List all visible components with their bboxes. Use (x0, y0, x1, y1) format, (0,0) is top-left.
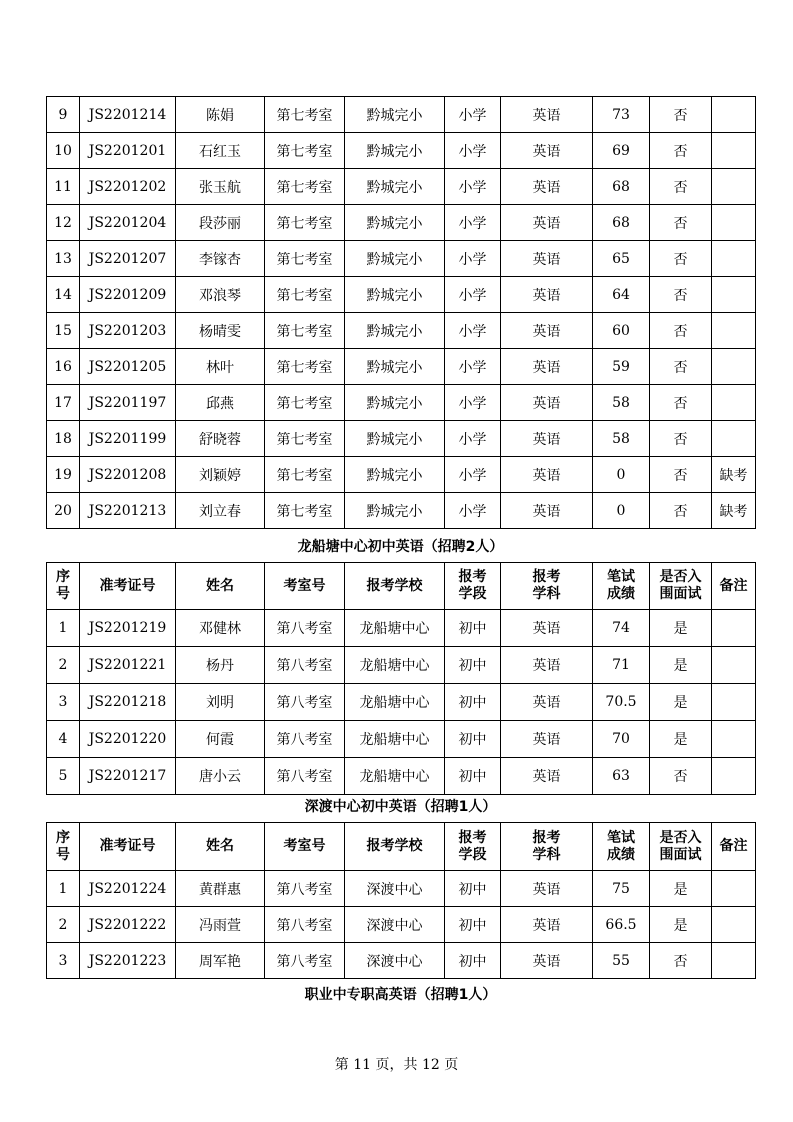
header-subject: 报考 学科 (501, 823, 593, 871)
table-body (47, 871, 756, 979)
score-cell: 64 (593, 277, 650, 313)
table-row (47, 721, 756, 758)
interview-cell: 否 (650, 241, 712, 277)
seq-cell: 12 (47, 205, 80, 241)
remarks-cell (712, 610, 756, 647)
exam-id-cell: JS2201224 (80, 871, 176, 907)
score-cell: 68 (593, 169, 650, 205)
subject-cell: 英语 (501, 349, 593, 385)
school-cell: 黔城完小 (345, 493, 445, 529)
room-cell: 第七考室 (265, 313, 345, 349)
seq-cell: 13 (47, 241, 80, 277)
interview-cell: 是 (650, 721, 712, 758)
seq-cell: 16 (47, 349, 80, 385)
interview-cell: 否 (650, 457, 712, 493)
subject-cell: 英语 (501, 943, 593, 979)
header-room: 考室号 (265, 563, 345, 610)
interview-cell: 否 (650, 421, 712, 457)
results-table-continued (46, 96, 756, 529)
school-cell: 黔城完小 (345, 457, 445, 493)
remarks-cell (712, 349, 756, 385)
seq-cell: 2 (47, 647, 80, 684)
subject-cell: 英语 (501, 277, 593, 313)
room-cell: 第八考室 (265, 907, 345, 943)
interview-cell: 否 (650, 493, 712, 529)
table-row (47, 943, 756, 979)
table-row (47, 169, 756, 205)
score-cell: 73 (593, 97, 650, 133)
room-cell: 第八考室 (265, 647, 345, 684)
school-cell: 龙船塘中心 (345, 647, 445, 684)
score-cell: 0 (593, 457, 650, 493)
table-row (47, 277, 756, 313)
subject-cell: 英语 (501, 133, 593, 169)
table-row (47, 241, 756, 277)
score-cell: 70 (593, 721, 650, 758)
name-cell: 邓健林 (176, 610, 265, 647)
remarks-cell (712, 241, 756, 277)
seq-cell: 14 (47, 277, 80, 313)
table-row (47, 871, 756, 907)
table-header-row (47, 563, 756, 610)
name-cell: 李镓杏 (176, 241, 265, 277)
interview-cell: 否 (650, 943, 712, 979)
school-cell: 黔城完小 (345, 169, 445, 205)
subject-cell: 英语 (501, 457, 593, 493)
exam-id-cell: JS2201221 (80, 647, 176, 684)
header-remarks: 备注 (712, 823, 756, 871)
subject-cell: 英语 (501, 647, 593, 684)
section-title-longchuantang: 龙船塘中心初中英语（招聘2人） (297, 539, 504, 555)
header-interview: 是否入 围面试 (650, 563, 712, 610)
name-cell: 何霞 (176, 721, 265, 758)
interview-cell: 是 (650, 907, 712, 943)
stage-cell: 初中 (445, 871, 501, 907)
room-cell: 第七考室 (265, 385, 345, 421)
remarks-cell (712, 169, 756, 205)
score-cell: 58 (593, 385, 650, 421)
header-subject: 报考 学科 (501, 563, 593, 610)
name-cell: 邓浪琴 (176, 277, 265, 313)
stage-cell: 初中 (445, 943, 501, 979)
remarks-cell (712, 133, 756, 169)
stage-cell: 初中 (445, 684, 501, 721)
score-cell: 71 (593, 647, 650, 684)
remarks-cell (712, 277, 756, 313)
header-room: 考室号 (265, 823, 345, 871)
stage-cell: 小学 (445, 421, 501, 457)
header-remarks: 备注 (712, 563, 756, 610)
score-cell: 70.5 (593, 684, 650, 721)
seq-cell: 3 (47, 943, 80, 979)
subject-cell: 英语 (501, 97, 593, 133)
name-cell: 杨丹 (176, 647, 265, 684)
exam-id-cell: JS2201219 (80, 610, 176, 647)
name-cell: 段莎丽 (176, 205, 265, 241)
table-row (47, 684, 756, 721)
stage-cell: 初中 (445, 758, 501, 795)
school-cell: 龙船塘中心 (345, 721, 445, 758)
seq-cell: 5 (47, 758, 80, 795)
table-row (47, 421, 756, 457)
score-cell: 74 (593, 610, 650, 647)
room-cell: 第七考室 (265, 241, 345, 277)
room-cell: 第七考室 (265, 493, 345, 529)
interview-cell: 是 (650, 647, 712, 684)
school-cell: 深渡中心 (345, 943, 445, 979)
school-cell: 黔城完小 (345, 277, 445, 313)
table-row (47, 349, 756, 385)
room-cell: 第八考室 (265, 871, 345, 907)
room-cell: 第七考室 (265, 349, 345, 385)
name-cell: 邱燕 (176, 385, 265, 421)
room-cell: 第七考室 (265, 457, 345, 493)
name-cell: 刘颖婷 (176, 457, 265, 493)
subject-cell: 英语 (501, 205, 593, 241)
remarks-cell (712, 758, 756, 795)
score-cell: 66.5 (593, 907, 650, 943)
school-cell: 黔城完小 (345, 205, 445, 241)
name-cell: 陈娟 (176, 97, 265, 133)
room-cell: 第八考室 (265, 721, 345, 758)
exam-id-cell: JS2201199 (80, 421, 176, 457)
stage-cell: 小学 (445, 457, 501, 493)
score-cell: 65 (593, 241, 650, 277)
results-table-shendu (46, 822, 756, 979)
subject-cell: 英语 (501, 241, 593, 277)
score-cell: 58 (593, 421, 650, 457)
section-title-shendu: 深渡中心初中英语（招聘1人） (304, 799, 497, 815)
school-cell: 黔城完小 (345, 97, 445, 133)
remarks-cell (712, 385, 756, 421)
interview-cell: 否 (650, 205, 712, 241)
score-cell: 68 (593, 205, 650, 241)
stage-cell: 初中 (445, 610, 501, 647)
subject-cell: 英语 (501, 385, 593, 421)
score-cell: 60 (593, 313, 650, 349)
room-cell: 第七考室 (265, 97, 345, 133)
seq-cell: 4 (47, 721, 80, 758)
table-row (47, 313, 756, 349)
room-cell: 第七考室 (265, 421, 345, 457)
seq-cell: 9 (47, 97, 80, 133)
name-cell: 刘明 (176, 684, 265, 721)
exam-id-cell: JS2201209 (80, 277, 176, 313)
remarks-cell (712, 97, 756, 133)
seq-cell: 20 (47, 493, 80, 529)
table-row (47, 493, 756, 529)
table-header-row (47, 823, 756, 871)
header-name: 姓名 (176, 563, 265, 610)
table-row (47, 133, 756, 169)
header-exam-id: 准考证号 (80, 823, 176, 871)
score-cell: 0 (593, 493, 650, 529)
stage-cell: 初中 (445, 647, 501, 684)
seq-cell: 17 (47, 385, 80, 421)
interview-cell: 否 (650, 349, 712, 385)
subject-cell: 英语 (501, 610, 593, 647)
subject-cell: 英语 (501, 721, 593, 758)
exam-id-cell: JS2201204 (80, 205, 176, 241)
header-seq: 序 号 (47, 823, 80, 871)
results-table-longchuantang (46, 562, 756, 795)
subject-cell: 英语 (501, 421, 593, 457)
table-row (47, 97, 756, 133)
score-cell: 63 (593, 758, 650, 795)
interview-cell: 否 (650, 133, 712, 169)
name-cell: 舒晓蓉 (176, 421, 265, 457)
score-cell: 69 (593, 133, 650, 169)
header-seq: 序 号 (47, 563, 80, 610)
remarks-cell (712, 871, 756, 907)
interview-cell: 否 (650, 313, 712, 349)
name-cell: 林叶 (176, 349, 265, 385)
room-cell: 第七考室 (265, 205, 345, 241)
remarks-cell (712, 647, 756, 684)
exam-id-cell: JS2201207 (80, 241, 176, 277)
table-row (47, 647, 756, 684)
seq-cell: 10 (47, 133, 80, 169)
seq-cell: 3 (47, 684, 80, 721)
exam-id-cell: JS2201222 (80, 907, 176, 943)
stage-cell: 小学 (445, 385, 501, 421)
remarks-cell (712, 313, 756, 349)
subject-cell: 英语 (501, 684, 593, 721)
school-cell: 龙船塘中心 (345, 758, 445, 795)
table-row (47, 610, 756, 647)
school-cell: 龙船塘中心 (345, 610, 445, 647)
exam-id-cell: JS2201223 (80, 943, 176, 979)
header-interview: 是否入 围面试 (650, 823, 712, 871)
interview-cell: 否 (650, 169, 712, 205)
school-cell: 黔城完小 (345, 349, 445, 385)
remarks-cell (712, 907, 756, 943)
remarks-cell: 缺考 (712, 493, 756, 529)
header-school: 报考学校 (345, 563, 445, 610)
header-stage: 报考 学段 (445, 563, 501, 610)
score-cell: 75 (593, 871, 650, 907)
name-cell: 刘立春 (176, 493, 265, 529)
remarks-cell (712, 684, 756, 721)
exam-id-cell: JS2201218 (80, 684, 176, 721)
table-row (47, 205, 756, 241)
name-cell: 黄群惠 (176, 871, 265, 907)
name-cell: 张玉航 (176, 169, 265, 205)
header-school: 报考学校 (345, 823, 445, 871)
exam-id-cell: JS2201213 (80, 493, 176, 529)
name-cell: 杨晴雯 (176, 313, 265, 349)
seq-cell: 19 (47, 457, 80, 493)
exam-id-cell: JS2201220 (80, 721, 176, 758)
interview-cell: 否 (650, 97, 712, 133)
header-score: 笔试 成绩 (593, 563, 650, 610)
subject-cell: 英语 (501, 169, 593, 205)
room-cell: 第八考室 (265, 943, 345, 979)
room-cell: 第七考室 (265, 277, 345, 313)
exam-id-cell: JS2201203 (80, 313, 176, 349)
subject-cell: 英语 (501, 907, 593, 943)
school-cell: 黔城完小 (345, 133, 445, 169)
room-cell: 第八考室 (265, 758, 345, 795)
name-cell: 冯雨萱 (176, 907, 265, 943)
exam-id-cell: JS2201217 (80, 758, 176, 795)
seq-cell: 1 (47, 610, 80, 647)
seq-cell: 1 (47, 871, 80, 907)
exam-id-cell: JS2201214 (80, 97, 176, 133)
stage-cell: 小学 (445, 133, 501, 169)
remarks-cell (712, 721, 756, 758)
page-footer: 第 11 页，共 12 页 (334, 1057, 459, 1073)
school-cell: 黔城完小 (345, 385, 445, 421)
score-cell: 55 (593, 943, 650, 979)
school-cell: 龙船塘中心 (345, 684, 445, 721)
interview-cell: 是 (650, 610, 712, 647)
score-cell: 59 (593, 349, 650, 385)
room-cell: 第七考室 (265, 169, 345, 205)
stage-cell: 初中 (445, 721, 501, 758)
interview-cell: 是 (650, 871, 712, 907)
stage-cell: 初中 (445, 907, 501, 943)
school-cell: 黔城完小 (345, 241, 445, 277)
stage-cell: 小学 (445, 241, 501, 277)
interview-cell: 否 (650, 385, 712, 421)
header-stage: 报考 学段 (445, 823, 501, 871)
table-row (47, 758, 756, 795)
name-cell: 石红玉 (176, 133, 265, 169)
room-cell: 第七考室 (265, 133, 345, 169)
remarks-cell (712, 421, 756, 457)
subject-cell: 英语 (501, 758, 593, 795)
school-cell: 深渡中心 (345, 907, 445, 943)
section-title-vocational: 职业中专职高英语（招聘1人） (304, 987, 497, 1003)
subject-cell: 英语 (501, 871, 593, 907)
interview-cell: 否 (650, 277, 712, 313)
exam-id-cell: JS2201202 (80, 169, 176, 205)
interview-cell: 否 (650, 758, 712, 795)
stage-cell: 小学 (445, 277, 501, 313)
remarks-cell (712, 943, 756, 979)
stage-cell: 小学 (445, 349, 501, 385)
stage-cell: 小学 (445, 97, 501, 133)
subject-cell: 英语 (501, 313, 593, 349)
exam-id-cell: JS2201201 (80, 133, 176, 169)
table-row (47, 457, 756, 493)
table-row (47, 385, 756, 421)
room-cell: 第八考室 (265, 684, 345, 721)
remarks-cell: 缺考 (712, 457, 756, 493)
seq-cell: 15 (47, 313, 80, 349)
name-cell: 唐小云 (176, 758, 265, 795)
exam-id-cell: JS2201205 (80, 349, 176, 385)
seq-cell: 18 (47, 421, 80, 457)
school-cell: 黔城完小 (345, 313, 445, 349)
seq-cell: 11 (47, 169, 80, 205)
table-body (47, 610, 756, 795)
interview-cell: 是 (650, 684, 712, 721)
stage-cell: 小学 (445, 493, 501, 529)
room-cell: 第八考室 (265, 610, 345, 647)
stage-cell: 小学 (445, 205, 501, 241)
school-cell: 深渡中心 (345, 871, 445, 907)
exam-id-cell: JS2201197 (80, 385, 176, 421)
name-cell: 周军艳 (176, 943, 265, 979)
header-exam-id: 准考证号 (80, 563, 176, 610)
header-name: 姓名 (176, 823, 265, 871)
exam-id-cell: JS2201208 (80, 457, 176, 493)
remarks-cell (712, 205, 756, 241)
stage-cell: 小学 (445, 313, 501, 349)
table-row (47, 907, 756, 943)
stage-cell: 小学 (445, 169, 501, 205)
seq-cell: 2 (47, 907, 80, 943)
header-score: 笔试 成绩 (593, 823, 650, 871)
subject-cell: 英语 (501, 493, 593, 529)
school-cell: 黔城完小 (345, 421, 445, 457)
table-body (47, 97, 756, 529)
